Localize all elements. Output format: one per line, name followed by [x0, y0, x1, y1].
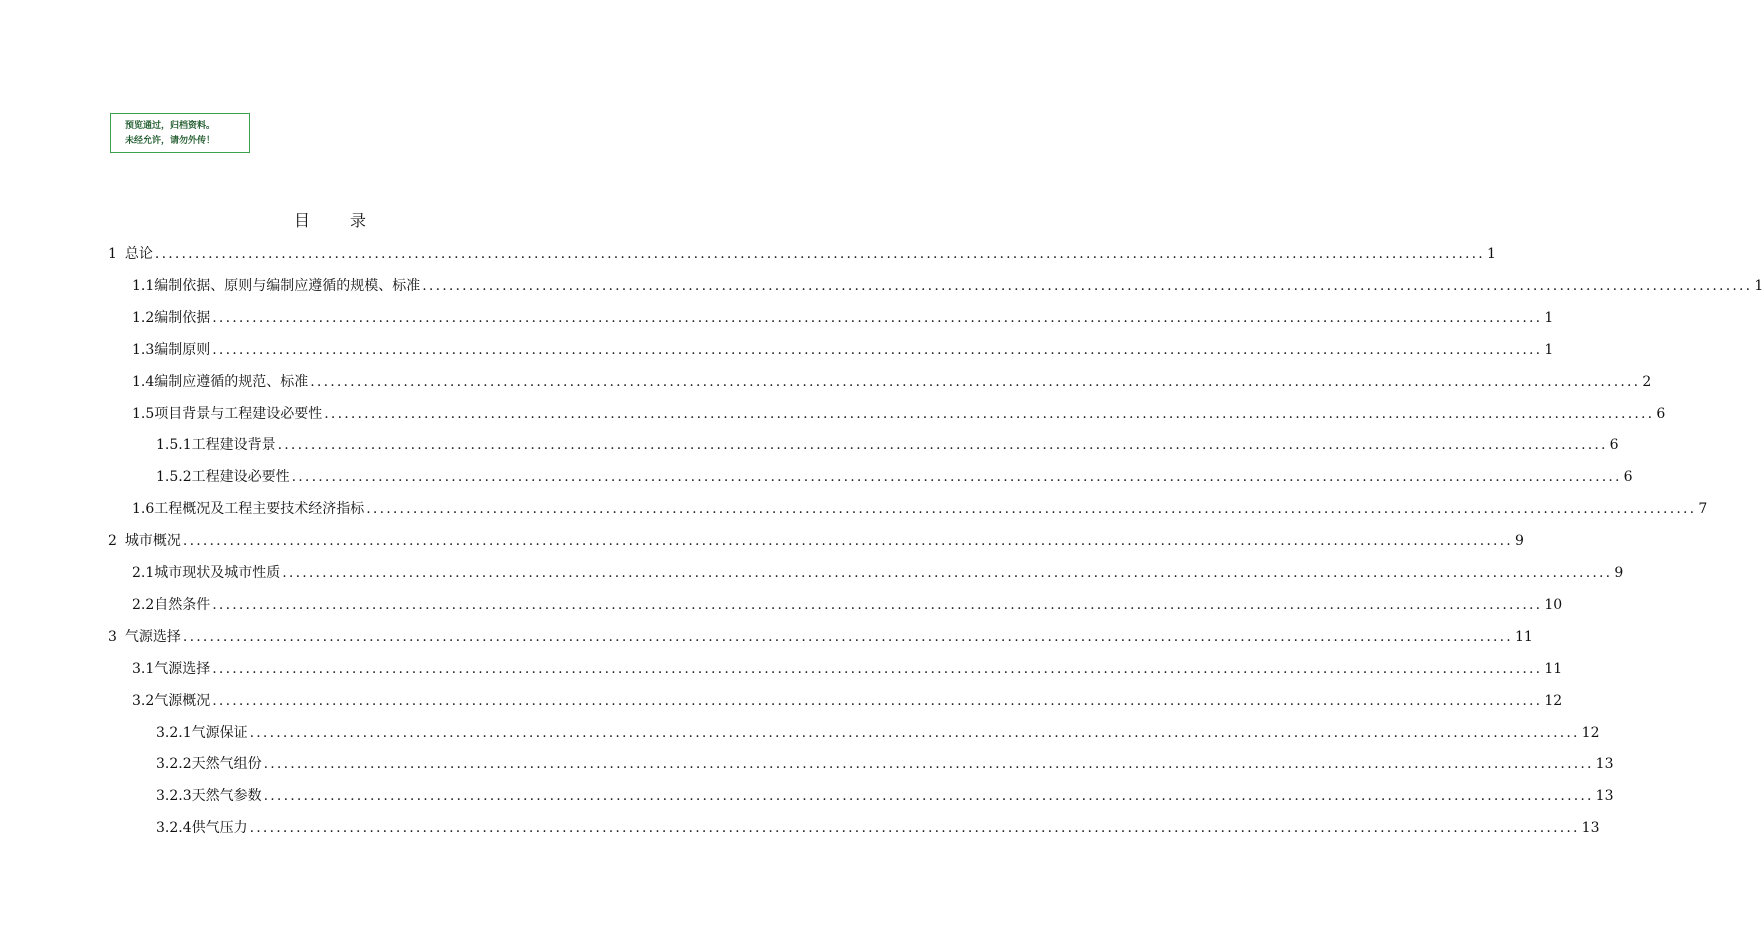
- toc-entry-page: 13: [1595, 756, 1614, 773]
- toc-entry-page: 1: [1544, 341, 1554, 358]
- toc-entry-number: 1.4: [132, 373, 155, 390]
- toc-entry-number: 1.5: [132, 405, 155, 422]
- toc-entry-title: 城市现状及城市性质: [154, 565, 281, 581]
- toc-leader-dots: ........................................................................................................................................................................................................: [249, 724, 1580, 741]
- toc-entry-title: 总论: [124, 246, 153, 262]
- toc-entry[interactable]: [156, 719, 1600, 743]
- toc-entry-page: 11: [1544, 660, 1563, 677]
- toc-entry-number: 1.5.2: [156, 469, 192, 486]
- stamp-line-1: 预览通过，归档资料。: [125, 121, 216, 131]
- toc-leader-dots: ........................................................................................................................................................................................................: [310, 373, 1641, 390]
- toc-leader-dots: ........................................................................................................................................................................................................: [263, 756, 1594, 773]
- toc-entry-title: 自然条件: [154, 596, 211, 613]
- toc-leader-dots: ........................................................................................................................................................................................................: [277, 437, 1608, 454]
- toc-entry-title: 供气压力: [191, 820, 248, 837]
- toc-entry-page: 6: [1623, 469, 1633, 486]
- toc-leader-dots: ........................................................................................................................................................................................................: [282, 565, 1613, 581]
- toc-entry[interactable]: [132, 304, 1554, 328]
- toc-entry[interactable]: [108, 240, 1496, 264]
- toc-entry-page: 12: [1581, 724, 1600, 741]
- toc-title: [0, 208, 662, 231]
- toc-entry-title: 气源选择: [124, 628, 181, 645]
- toc-entry[interactable]: [156, 782, 1614, 806]
- toc-leader-dots: ........................................................................................................................................................................................................: [422, 277, 1753, 294]
- toc-entry-number: 3.2.1: [156, 724, 192, 741]
- toc-entry-number: 2: [108, 533, 117, 550]
- toc-entry[interactable]: [132, 336, 1554, 360]
- toc-leader-dots: ........................................................................................................................................................................................................: [212, 596, 1543, 613]
- toc-entry-title: 编制原则: [154, 341, 211, 358]
- toc-entry[interactable]: [132, 559, 1624, 583]
- toc-entry[interactable]: [156, 431, 1619, 455]
- toc-entry-number: 3.1: [132, 660, 155, 677]
- toc-entry-number: 3: [108, 628, 117, 645]
- toc-entry-page: 13: [1581, 820, 1600, 837]
- toc-entry-page: 12: [1544, 692, 1563, 709]
- toc-entry-number: 1.6: [132, 501, 155, 518]
- toc-entry-number: 2.2: [132, 596, 155, 613]
- toc-entry[interactable]: [132, 272, 1763, 296]
- toc-entry[interactable]: [156, 750, 1614, 774]
- toc-entry-page: 1: [1486, 246, 1496, 262]
- toc-entry-page: 6: [1656, 405, 1666, 422]
- toc-leader-dots: ........................................................................................................................................................................................................: [324, 405, 1655, 422]
- toc-entry-page: 9: [1514, 533, 1524, 550]
- toc-entry-title: 编制应遵循的规范、标准: [154, 373, 309, 390]
- toc-entry-number: 3.2: [132, 692, 155, 709]
- toc-entry[interactable]: [132, 368, 1652, 392]
- toc-title-left: 目: [293, 211, 312, 230]
- toc-entry[interactable]: [156, 814, 1600, 838]
- toc-entry-title: 项目背景与工程建设必要性: [154, 405, 323, 422]
- toc-entry-number: 1: [108, 246, 117, 262]
- toc-entry[interactable]: [156, 463, 1633, 487]
- toc-entry-page: 13: [1595, 788, 1614, 805]
- toc-entry-page: 10: [1544, 596, 1563, 613]
- toc-entry-page: 7: [1698, 501, 1708, 518]
- toc-entry[interactable]: [108, 623, 1533, 647]
- toc-entry-title: 气源选择: [154, 660, 211, 677]
- toc-entry[interactable]: [132, 591, 1563, 615]
- toc-leader-dots: ........................................................................................................................................................................................................: [212, 309, 1543, 326]
- toc-entry[interactable]: [132, 655, 1563, 679]
- toc-entry-page: 9: [1614, 565, 1624, 581]
- archive-stamp: [110, 113, 250, 153]
- toc-entry-title: 城市概况: [124, 533, 181, 550]
- toc-entry-title: 工程建设必要性: [191, 469, 290, 486]
- toc-leader-dots: ........................................................................................................................................................................................................: [366, 501, 1697, 518]
- toc-title-right: 录: [350, 211, 369, 230]
- toc-entry-title: 工程建设背景: [191, 437, 276, 454]
- toc-entry-title: 天然气组份: [191, 756, 262, 773]
- toc-leader-dots: ........................................................................................................................................................................................................: [154, 246, 1485, 262]
- toc-entry-page: 1: [1544, 309, 1554, 326]
- toc-leader-dots: ........................................................................................................................................................................................................: [212, 692, 1543, 709]
- toc-entry-title: 编制依据: [154, 309, 211, 326]
- toc-entry-number: 1.5.1: [156, 437, 192, 454]
- toc-entry-title: 编制依据、原则与编制应遵循的规模、标准: [154, 277, 421, 294]
- toc-entry-number: 3.2.3: [156, 788, 192, 805]
- toc-entry-page: 11: [1514, 628, 1533, 645]
- toc-leader-dots: ........................................................................................................................................................................................................: [291, 469, 1622, 486]
- toc-entry-number: 1.2: [132, 309, 155, 326]
- toc-leader-dots: ........................................................................................................................................................................................................: [182, 628, 1513, 645]
- toc-leader-dots: ........................................................................................................................................................................................................: [212, 341, 1543, 358]
- toc-leader-dots: ........................................................................................................................................................................................................: [249, 820, 1580, 837]
- toc-entry-title: 气源概况: [154, 692, 211, 709]
- toc-leader-dots: ........................................................................................................................................................................................................: [263, 788, 1594, 805]
- toc-entry-page: 2: [1642, 373, 1652, 390]
- toc-leader-dots: ........................................................................................................................................................................................................: [182, 533, 1513, 550]
- stamp-line-2: 未经允许，请勿外传！: [125, 136, 216, 146]
- toc-entry[interactable]: [132, 495, 1708, 519]
- toc-entry-title: 气源保证: [191, 724, 248, 741]
- toc-entry[interactable]: [132, 687, 1563, 711]
- toc-entry-title: 天然气参数: [191, 788, 262, 805]
- toc-entry-number: 2.1: [132, 565, 155, 581]
- toc-entry-number: 1.3: [132, 341, 155, 358]
- toc-leader-dots: ........................................................................................................................................................................................................: [212, 660, 1543, 677]
- toc-entry-title: 工程概况及工程主要技术经济指标: [154, 501, 365, 518]
- toc-entry-page: 1: [1754, 277, 1763, 294]
- toc-entry-number: 3.2.2: [156, 756, 192, 773]
- toc-entry-number: 3.2.4: [156, 820, 192, 837]
- toc-entry-page: 6: [1609, 437, 1619, 454]
- toc-entry-number: 1.1: [132, 277, 155, 294]
- toc-entry[interactable]: [132, 400, 1666, 424]
- toc-entry[interactable]: [108, 527, 1524, 551]
